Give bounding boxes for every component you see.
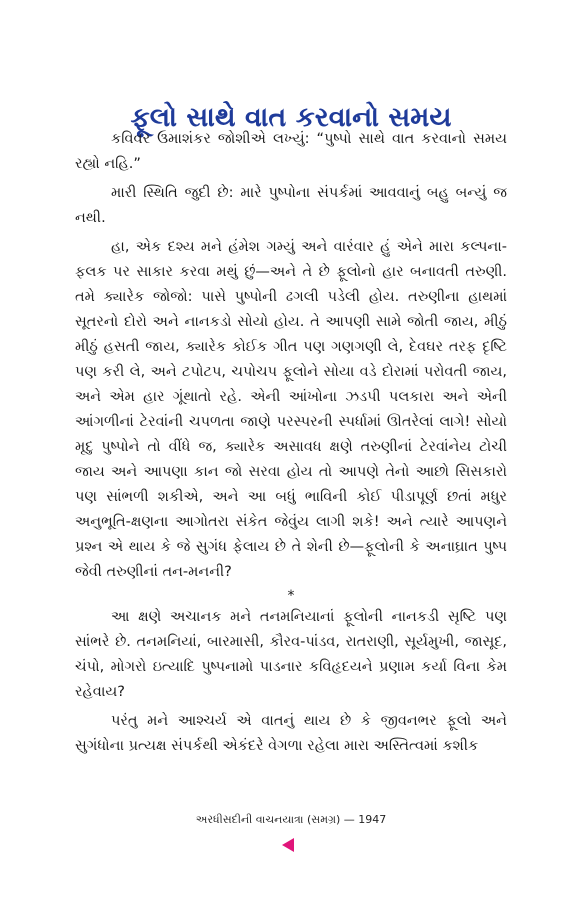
paragraph-4: આ ક્ષણે અચાનક મને તનમનિયાનાં ફૂલોની નાનકડી સૃષ્ટિ પણ સાંભરે છે. તનમનિયાં, બારમાસી, કૌરવ-પાંડવ, રાતરાણી, સૂર્યમુખી, જાસૂદ, ચંપો, મોગરો ઇત્યાદિ પુષ્પનામો પાડનાર કવિહૃદયને પ્રણામ કર્યા વિના કેમ રહેવાય? [75,609,507,700]
page-footer: અરધીસદીની વાચનયાત્રા (સમગ્ર) — 1947 [195,813,387,826]
paragraph-5: પરંતુ મને આશ્ચર્ય એ વાતનું થાય છે કે જીવનભર ફૂલો અને સુગંધોના પ્રત્યક્ષ સંપર્કથી એકંદરે વેગળા રહેલા મારા અસ્તિત્વમાં કશીક [75,713,507,754]
article-body [75,127,507,763]
back-arrow-icon[interactable] [282,838,294,852]
paragraph-3: હા, એક દશ્ય મને હંમેશ ગમ્યું અને વારંવાર હું એને મારા કલ્પના-ફલક પર સાકાર કરવા મથું છું—અને તે છે ફૂલોનો હાર બનાવતી તરુણી. તમે ક્યારેક જોજો: પાસે પુષ્પોની ઢગલી પડેલી હોય. તરુણીના હાથમાં સૂતરનો દોરો અને નાનકડો સોયો હોય. તે આપણી સામે જોતી જાય, મીઠું મીઠું હસતી જાય, ક્યારેક કોઈક ગીત પણ ગણગણી લે, દેવઘર તરફ દૃષ્ટિ પણ કરી લે, અને ટપોટપ, ચપોચપ ફૂલોને સોયા વડે દોરામાં પરોવતી જાય, અને એમ હાર ગૂંથાતો રહે. એની આંખોના ઝડપી પલકારા અને એની આંગળીનાં ટેરવાંની ચપળતા જાણે પરસ્પરની સ્પર્ધામાં ઊતરેલાં લાગે! સોયો મૃદુ પુષ્પોને તો વીંધે જ, ક્યારેક અસાવધ ક્ષણે તરુણીનાં ટેરવાંનેય ટોચી જાય અને આપણા કાન જો સરવા હોય તો આપણે તેનો આછો સિસકારો પણ સાંભળી શકીએ, અને આ બધું ભાવિની કોઈ પીડાપૂર્ણ છતાં મધુર અનુભૂતિ-ક્ષણના આગોતરા સંકેત જેવુંય લાગી શકે! અને ત્યારે આપણને પ્રશ્ન એ થાય કે જે સુગંધ ફેલાય છે તે શેની છે—ફૂલોની કે અનાઘ્રાત પુષ્પ જેવી તરુણીનાં તન-મનની? [75,239,507,580]
paragraph-1: કવિવર ઉમાશંકર જોશીએ લખ્યું: “પુષ્પો સાથે વાત કરવાનો સમય રહ્યો નહિ.” [75,131,507,172]
section-separator: * [287,588,295,604]
paragraph-2: મારી સ્થિતિ જુદી છે: મારે પુષ્પોના સંપર્કમાં આવવાનું બહુ બન્યું જ નથી. [75,185,507,226]
page-title: ફૂલો સાથે વાત કરવાનો સમય [130,102,452,134]
